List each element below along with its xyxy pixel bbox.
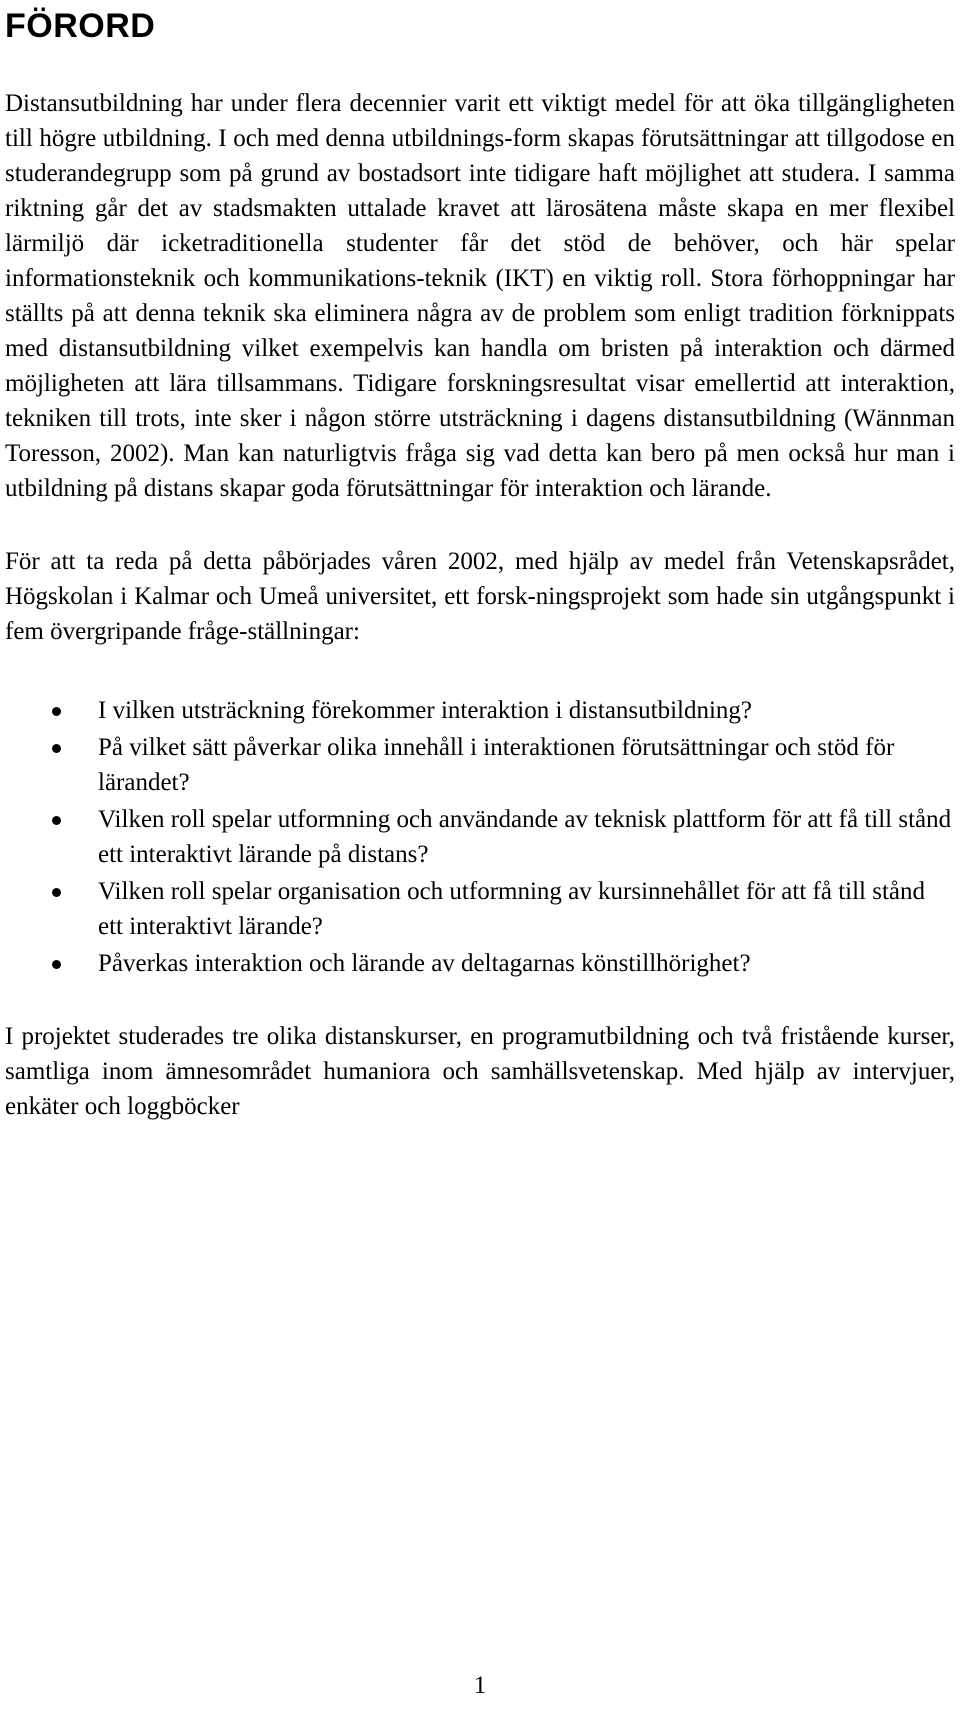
- paragraph-intro: Distansutbildning har under flera decennier varit ett viktigt medel för att öka tillgängligheten till högre utbildning. I och med denna utbildnings-form skapas förutsättningar att tillgodose en studerandegrupp som på grund av bostadsort inte tidigare haft möjlighet att studera. I samma riktning går det av stadsmakten uttalade kravet att lärosätena måste skapa en mer flexibel lärmiljö där icketraditionella studenter får det stöd de behöver, och här spelar informationsteknik och kommunikations-teknik (IKT) en viktig roll. Stora förhoppningar har ställts på att denna teknik ska eliminera några av de problem som enligt tradition förknippats med distansutbildning vilket exempelvis kan handla om bristen på interaktion och därmed möjligheten att lära tillsammans. Tidigare forskningsresultat visar emellertid att interaktion, tekniken till trots, inte sker i någon större utsträckning i dagens distansutbildning (Wännman Toresson, 2002). Man kan naturligtvis fråga sig vad detta kan bero på men också hur man i utbildning på distans skapar goda förutsättningar för interaktion och lärande.: [5, 90, 955, 502]
- list-item-text: Påverkas interaktion och lärande av deltagarnas könstillhörighet?: [98, 950, 751, 977]
- research-questions-list: [5, 693, 955, 981]
- list-item: [5, 946, 955, 981]
- list-item-text: Vilken roll spelar utformning och användande av teknisk plattform för att få till stånd ett interaktivt lärande på distans?: [98, 806, 952, 868]
- list-item: [5, 693, 955, 728]
- paragraph-method: I projektet studerades tre olika distanskurser, en programutbildning och två fristående kurser, samtliga inom ämnesområdet humaniora och samhällsvetenskap. Med hjälp av intervjuer, enkäter och loggböcker: [5, 1023, 955, 1120]
- bullet-icon: [52, 888, 61, 897]
- paragraph-project: För att ta reda på detta påbörjades våren 2002, med hjälp av medel från Vetenskapsrådet, Högskolan i Kalmar och Umeå universitet, ett forsk-ningsprojekt som hade sin utgångspunkt i fem övergripande fråge-ställningar:: [5, 548, 955, 645]
- bullet-icon: [52, 816, 61, 825]
- list-item: [5, 802, 955, 872]
- bullet-icon: [52, 744, 61, 753]
- bullet-icon: [52, 960, 61, 969]
- list-item-text: På vilket sätt påverkar olika innehåll i interaktionen förutsättningar och stöd för lärandet?: [98, 734, 895, 796]
- list-item-text: Vilken roll spelar organisation och utformning av kursinnehållet för att få till stånd ett interaktivt lärande?: [98, 878, 926, 940]
- list-item-text: I vilken utsträckning förekommer interaktion i distansutbildning?: [98, 697, 753, 724]
- list-item: [5, 730, 955, 800]
- bullet-icon: [52, 707, 61, 716]
- page-title: FÖRORD: [5, 7, 156, 45]
- page-number: 1: [473, 1672, 487, 1699]
- list-item: [5, 874, 955, 944]
- document-page: [5, 0, 955, 1124]
